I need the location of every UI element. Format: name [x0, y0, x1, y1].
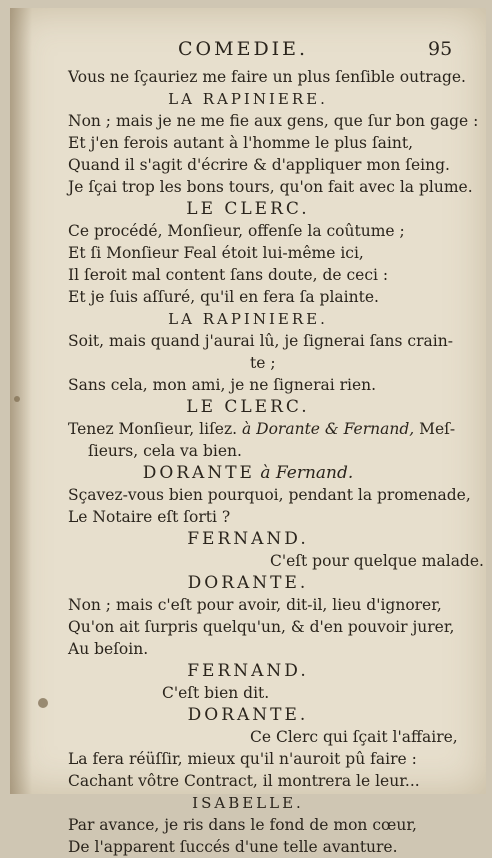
- verse-line: [10, 550, 486, 572]
- verse-line: [10, 440, 486, 462]
- speaker-name: [10, 308, 486, 330]
- speaker-name: [10, 88, 486, 110]
- line-text: Il ſeroit mal content ſans doute, de ceci :: [68, 266, 389, 284]
- running-title: COMEDIE.: [178, 38, 309, 60]
- verse-line: [10, 242, 486, 264]
- line-text: Par avance, je ris dans le fond de mon cœur,: [68, 816, 417, 834]
- running-head: [10, 32, 486, 62]
- verse-line: [10, 132, 486, 154]
- verse-line: [10, 814, 486, 836]
- speaker-name: [10, 572, 486, 594]
- speaker-label: DORANTE: [142, 463, 255, 483]
- speaker-label: DORANTE.: [187, 573, 309, 593]
- speaker-label: ISABELLE.: [192, 794, 304, 812]
- speaker-name: [10, 396, 486, 418]
- line-text: C'eſt pour quelque malade.: [270, 552, 484, 570]
- speaker-label: LA RAPINIERE.: [168, 90, 328, 108]
- verse-line: [10, 770, 486, 792]
- line-text: La fera réüſſir, mieux qu'il n'auroit pû faire :: [68, 750, 417, 768]
- verse-line: [10, 506, 486, 528]
- play-text: [10, 66, 486, 858]
- line-text: Et j'en ferois autant à l'homme le plus ſaint,: [68, 134, 414, 152]
- line-text: Le Notaire eſt ſorti ?: [68, 508, 231, 526]
- book-page: [10, 8, 486, 856]
- speaker-label: LE CLERC.: [186, 199, 310, 219]
- verse-line: [10, 110, 486, 132]
- line-text: De l'apparent ſuccés d'une telle avanture.: [68, 838, 398, 856]
- speaker-name: [10, 198, 486, 220]
- verse-line: [10, 374, 486, 396]
- line-text: ſieurs, cela va bien.: [88, 442, 242, 460]
- speaker-label: FERNAND.: [187, 661, 309, 681]
- verse-line: [10, 616, 486, 638]
- line-text-continued: Meſ-: [414, 420, 456, 438]
- line-text: Et je ſuis aſſuré, qu'il en fera ſa plainte.: [68, 288, 379, 306]
- verse-line: [10, 484, 486, 506]
- speaker-name: [10, 704, 486, 726]
- speaker-label: LE CLERC.: [186, 397, 310, 417]
- line-text: Et ſi Monſieur Feal étoit lui-même ici,: [68, 244, 364, 262]
- stage-direction: à Dorante & Fernand,: [237, 420, 415, 438]
- speaker-name: [10, 462, 486, 484]
- line-text: Non ; mais c'eſt pour avoir, dit-il, lieu d'ignorer,: [68, 596, 442, 614]
- line-text: te ;: [250, 354, 276, 372]
- speaker-label: DORANTE.: [187, 705, 309, 725]
- verse-line: [10, 748, 486, 770]
- stage-direction: à Fernand.: [254, 463, 354, 483]
- line-text: C'eſt bien dit.: [162, 684, 270, 702]
- line-text: Sans cela, mon ami, je ne ſignerai rien.: [68, 376, 377, 394]
- verse-line: [10, 594, 486, 616]
- verse-line: [10, 154, 486, 176]
- verse-line: [10, 836, 486, 858]
- line-text: Ce procédé, Monſieur, offenſe la coûtume ;: [68, 222, 405, 240]
- verse-line: [10, 682, 486, 704]
- verse-line: [10, 726, 486, 748]
- verse-line: [10, 352, 486, 374]
- line-text: Non ; mais je ne me fie aux gens, que ſur bon gage :: [68, 112, 479, 130]
- line-text: Quand il s'agit d'écrire & d'appliquer mon ſeing.: [68, 156, 450, 174]
- speaker-name: [10, 792, 486, 814]
- speaker-label: LA RAPINIERE.: [168, 310, 328, 328]
- verse-line: [10, 330, 486, 352]
- line-text: Tenez Monſieur, liſez.: [68, 420, 238, 438]
- line-text: Au beſoin.: [68, 640, 149, 658]
- line-text: Vous ne ſçauriez me faire un plus ſenſible outrage.: [68, 68, 466, 86]
- page-number: 95: [428, 38, 453, 60]
- speaker-name: [10, 528, 486, 550]
- verse-line: [10, 286, 486, 308]
- verse-line: [10, 418, 486, 440]
- line-text: Je ſçai trop les bons tours, qu'on fait avec la plume.: [68, 178, 473, 196]
- line-text: Cachant vôtre Contract, il montrera le leur...: [68, 772, 420, 790]
- verse-line: [10, 220, 486, 242]
- line-text: Qu'on ait ſurpris quelqu'un, & d'en pouvoir jurer,: [68, 618, 455, 636]
- verse-line: [10, 176, 486, 198]
- speaker-name: [10, 660, 486, 682]
- verse-line: [10, 264, 486, 286]
- line-text: Sçavez-vous bien pourquoi, pendant la promenade,: [68, 486, 471, 504]
- speaker-label: FERNAND.: [187, 529, 309, 549]
- verse-line: [10, 638, 486, 660]
- line-text: Soit, mais quand j'aurai lû, je ſignerai ſans crain-: [68, 332, 453, 350]
- verse-line: [10, 66, 486, 88]
- line-text: Ce Clerc qui ſçait l'affaire,: [250, 728, 458, 746]
